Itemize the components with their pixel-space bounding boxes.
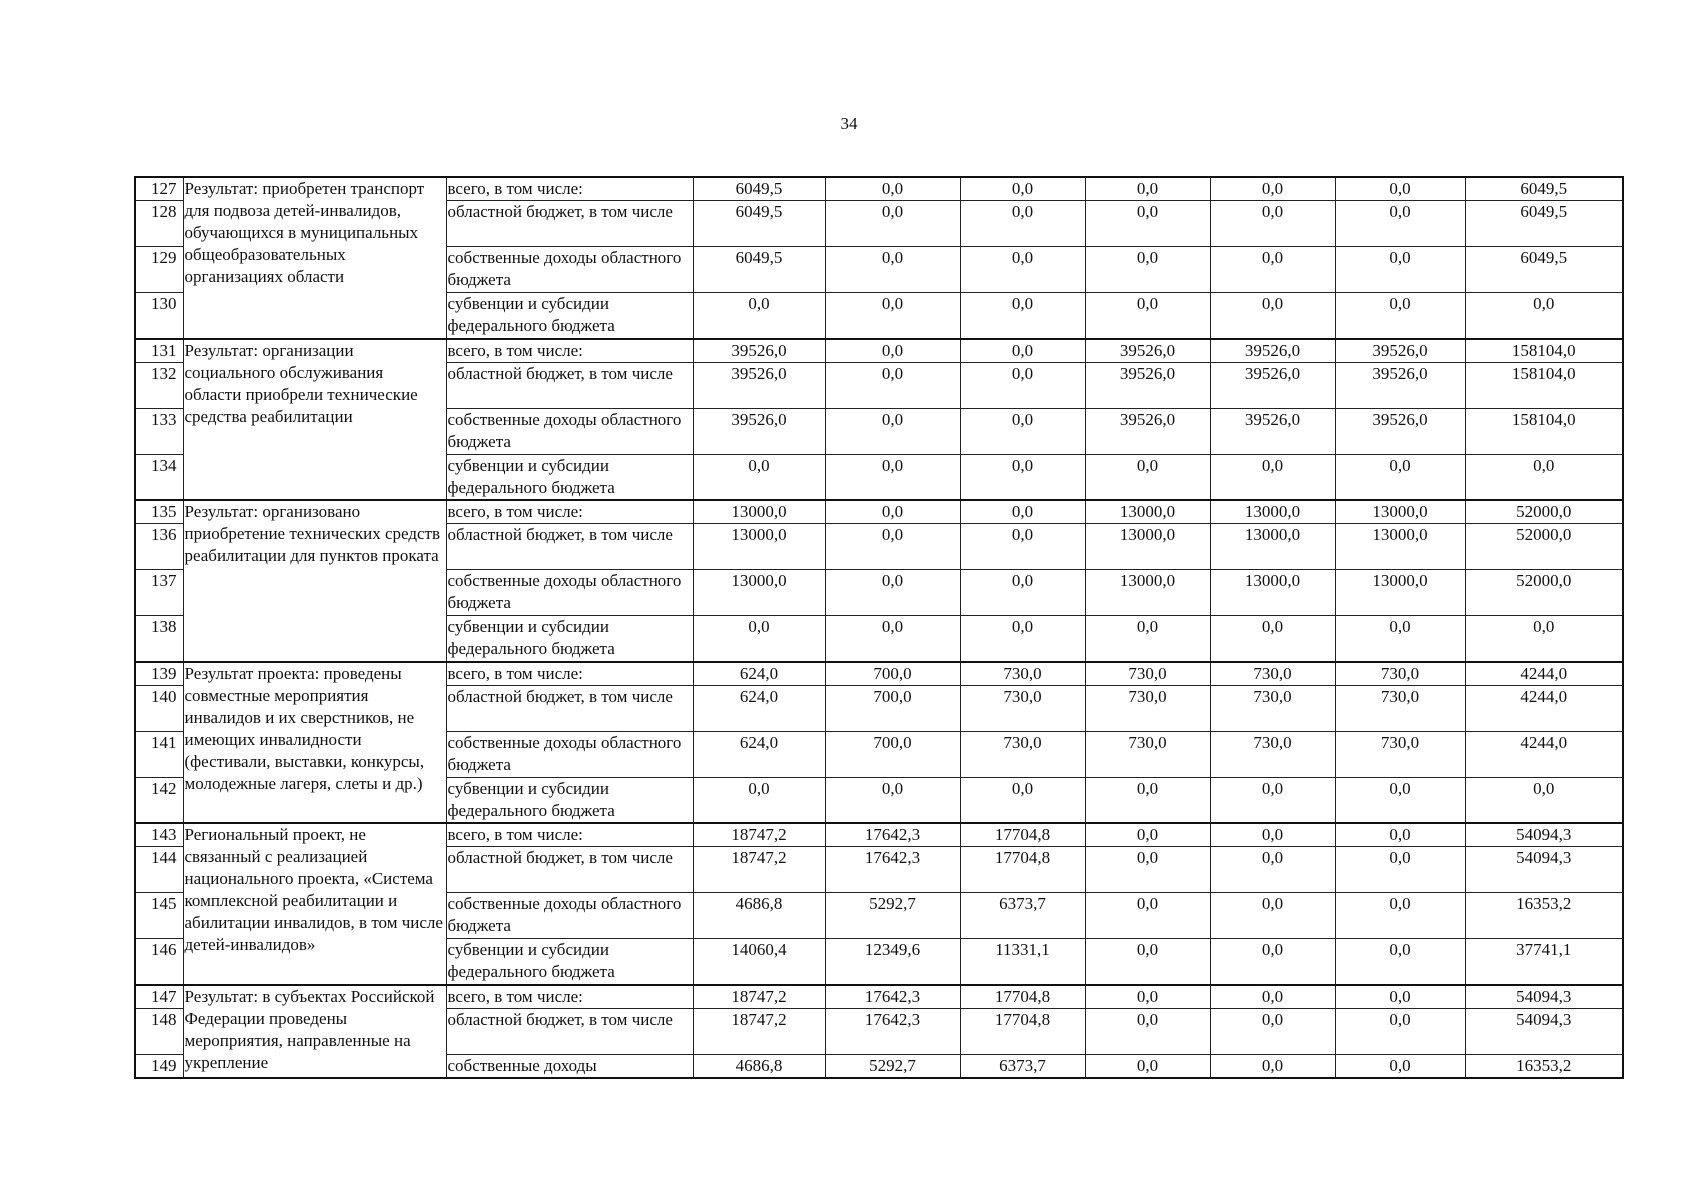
year-value: 12349,6: [825, 939, 960, 985]
year-value: 0,0: [825, 500, 960, 524]
table-row: [135, 985, 1623, 1009]
year-value: 18747,2: [693, 1008, 825, 1054]
year-value: 730,0: [960, 731, 1085, 777]
row-number: 129: [135, 247, 183, 293]
funding-source: всего, в том числе:: [446, 985, 693, 1009]
year-value: 5292,7: [825, 893, 960, 939]
year-value: 0,0: [1210, 1008, 1335, 1054]
year-value: 0,0: [1210, 847, 1335, 893]
budget-table: [134, 176, 1624, 1079]
year-value: 0,0: [825, 408, 960, 454]
row-number: 149: [135, 1054, 183, 1078]
year-value: 39526,0: [1210, 339, 1335, 363]
year-value: 0,0: [693, 616, 825, 662]
result-description: Результат: в субъектах Российской Федерации проведены мероприятия, направленные на укрепление: [183, 985, 446, 1078]
year-value: 0,0: [960, 616, 1085, 662]
table-row: [135, 823, 1623, 847]
year-value: 0,0: [825, 524, 960, 570]
year-value: 0,0: [1085, 177, 1210, 201]
year-value: 6373,7: [960, 1054, 1085, 1078]
year-value: 0,0: [1085, 777, 1210, 823]
year-value: 0,0: [1210, 247, 1335, 293]
year-value: 0,0: [960, 293, 1085, 339]
year-value: 700,0: [825, 731, 960, 777]
year-value: 0,0: [1085, 201, 1210, 247]
year-value: 0,0: [1085, 454, 1210, 500]
total-value: 6049,5: [1465, 247, 1623, 293]
funding-source: всего, в том числе:: [446, 662, 693, 686]
year-value: 18747,2: [693, 847, 825, 893]
year-value: 0,0: [1210, 893, 1335, 939]
year-value: 0,0: [693, 454, 825, 500]
year-value: 0,0: [1085, 247, 1210, 293]
year-value: 0,0: [1210, 985, 1335, 1009]
year-value: 0,0: [1335, 893, 1465, 939]
total-value: 158104,0: [1465, 339, 1623, 363]
year-value: 730,0: [1085, 731, 1210, 777]
year-value: 11331,1: [960, 939, 1085, 985]
year-value: 730,0: [960, 662, 1085, 686]
row-number: 130: [135, 293, 183, 339]
year-value: 39526,0: [1085, 408, 1210, 454]
year-value: 0,0: [693, 293, 825, 339]
year-value: 0,0: [693, 777, 825, 823]
year-value: 0,0: [1085, 1054, 1210, 1078]
year-value: 17642,3: [825, 985, 960, 1009]
year-value: 0,0: [1085, 293, 1210, 339]
year-value: 0,0: [1210, 616, 1335, 662]
funding-source: областной бюджет, в том числе: [446, 524, 693, 570]
year-value: 730,0: [1335, 685, 1465, 731]
year-value: 14060,4: [693, 939, 825, 985]
year-value: 6049,5: [693, 201, 825, 247]
year-value: 17704,8: [960, 847, 1085, 893]
year-value: 13000,0: [1335, 500, 1465, 524]
year-value: 700,0: [825, 662, 960, 686]
year-value: 0,0: [960, 247, 1085, 293]
year-value: 0,0: [960, 777, 1085, 823]
total-value: 52000,0: [1465, 500, 1623, 524]
year-value: 730,0: [1210, 731, 1335, 777]
table-row: [135, 500, 1623, 524]
year-value: 39526,0: [693, 408, 825, 454]
year-value: 730,0: [1210, 685, 1335, 731]
funding-source: всего, в том числе:: [446, 823, 693, 847]
funding-source: всего, в том числе:: [446, 339, 693, 363]
year-value: 0,0: [1085, 616, 1210, 662]
total-value: 54094,3: [1465, 1008, 1623, 1054]
year-value: 0,0: [825, 339, 960, 363]
year-value: 0,0: [1335, 177, 1465, 201]
year-value: 0,0: [1335, 985, 1465, 1009]
year-value: 39526,0: [1085, 362, 1210, 408]
year-value: 0,0: [825, 247, 960, 293]
row-number: 134: [135, 454, 183, 500]
year-value: 0,0: [1085, 823, 1210, 847]
total-value: 6049,5: [1465, 177, 1623, 201]
year-value: 730,0: [1085, 685, 1210, 731]
year-value: 0,0: [1210, 177, 1335, 201]
year-value: 0,0: [1210, 201, 1335, 247]
row-number: 148: [135, 1008, 183, 1054]
total-value: 54094,3: [1465, 847, 1623, 893]
funding-source: собственные доходы областного бюджета: [446, 247, 693, 293]
total-value: 4244,0: [1465, 731, 1623, 777]
year-value: 17704,8: [960, 823, 1085, 847]
year-value: 6049,5: [693, 247, 825, 293]
year-value: 0,0: [1335, 847, 1465, 893]
year-value: 0,0: [1335, 823, 1465, 847]
page-number: 34: [840, 114, 858, 133]
year-value: 0,0: [1085, 1008, 1210, 1054]
year-value: 0,0: [1335, 201, 1465, 247]
year-value: 4686,8: [693, 893, 825, 939]
year-value: 0,0: [960, 339, 1085, 363]
year-value: 17704,8: [960, 985, 1085, 1009]
year-value: 624,0: [693, 731, 825, 777]
funding-source: областной бюджет, в том числе: [446, 1008, 693, 1054]
funding-source: собственные доходы: [446, 1054, 693, 1078]
year-value: 13000,0: [1335, 524, 1465, 570]
year-value: 18747,2: [693, 985, 825, 1009]
total-value: 37741,1: [1465, 939, 1623, 985]
year-value: 0,0: [1335, 1008, 1465, 1054]
row-number: 127: [135, 177, 183, 201]
year-value: 39526,0: [693, 339, 825, 363]
year-value: 13000,0: [1210, 570, 1335, 616]
funding-source: субвенции и субсидии федерального бюджета: [446, 939, 693, 985]
year-value: 18747,2: [693, 823, 825, 847]
total-value: 52000,0: [1465, 524, 1623, 570]
year-value: 0,0: [1335, 1054, 1465, 1078]
row-number: 135: [135, 500, 183, 524]
total-value: 16353,2: [1465, 1054, 1623, 1078]
total-value: 16353,2: [1465, 893, 1623, 939]
year-value: 0,0: [1085, 847, 1210, 893]
funding-source: собственные доходы областного бюджета: [446, 408, 693, 454]
year-value: 0,0: [960, 500, 1085, 524]
total-value: 54094,3: [1465, 823, 1623, 847]
year-value: 624,0: [693, 662, 825, 686]
year-value: 0,0: [1210, 1054, 1335, 1078]
year-value: 5292,7: [825, 1054, 960, 1078]
year-value: 730,0: [1085, 662, 1210, 686]
year-value: 0,0: [825, 177, 960, 201]
year-value: 13000,0: [1085, 524, 1210, 570]
year-value: 0,0: [1335, 454, 1465, 500]
row-number: 132: [135, 362, 183, 408]
total-value: 6049,5: [1465, 201, 1623, 247]
year-value: 624,0: [693, 685, 825, 731]
funding-source: областной бюджет, в том числе: [446, 847, 693, 893]
result-description: Результат проекта: проведены совместные мероприятия инвалидов и их сверстников, не имеющих инвалидности (фестивали, выставки, конкурсы, молодежные лагеря, слеты и др.): [183, 662, 446, 824]
year-value: 0,0: [825, 454, 960, 500]
row-number: 141: [135, 731, 183, 777]
year-value: 730,0: [1210, 662, 1335, 686]
row-number: 145: [135, 893, 183, 939]
total-value: 158104,0: [1465, 362, 1623, 408]
year-value: 0,0: [1085, 893, 1210, 939]
year-value: 730,0: [960, 685, 1085, 731]
total-value: 4244,0: [1465, 662, 1623, 686]
funding-source: всего, в том числе:: [446, 177, 693, 201]
year-value: 39526,0: [1335, 362, 1465, 408]
funding-source: собственные доходы областного бюджета: [446, 570, 693, 616]
funding-source: областной бюджет, в том числе: [446, 201, 693, 247]
year-value: 700,0: [825, 685, 960, 731]
total-value: 0,0: [1465, 454, 1623, 500]
year-value: 13000,0: [693, 570, 825, 616]
total-value: 4244,0: [1465, 685, 1623, 731]
year-value: 0,0: [960, 524, 1085, 570]
row-number: 131: [135, 339, 183, 363]
year-value: 730,0: [1335, 662, 1465, 686]
year-value: 0,0: [1085, 985, 1210, 1009]
total-value: 0,0: [1465, 293, 1623, 339]
table-body: [135, 177, 1623, 1078]
year-value: 0,0: [960, 408, 1085, 454]
year-value: 39526,0: [1335, 339, 1465, 363]
year-value: 0,0: [1210, 823, 1335, 847]
year-value: 39526,0: [1085, 339, 1210, 363]
row-number: 138: [135, 616, 183, 662]
result-description: Результат: организовано приобретение технических средств реабилитации для пунктов проката: [183, 500, 446, 662]
year-value: 13000,0: [1085, 570, 1210, 616]
funding-source: всего, в том числе:: [446, 500, 693, 524]
year-value: 0,0: [960, 362, 1085, 408]
year-value: 0,0: [825, 616, 960, 662]
row-number: 140: [135, 685, 183, 731]
row-number: 142: [135, 777, 183, 823]
funding-source: субвенции и субсидии федерального бюджета: [446, 616, 693, 662]
year-value: 730,0: [1335, 731, 1465, 777]
year-value: 17642,3: [825, 847, 960, 893]
year-value: 17704,8: [960, 1008, 1085, 1054]
year-value: 0,0: [1210, 454, 1335, 500]
year-value: 0,0: [960, 570, 1085, 616]
total-value: 54094,3: [1465, 985, 1623, 1009]
year-value: 39526,0: [693, 362, 825, 408]
year-value: 4686,8: [693, 1054, 825, 1078]
year-value: 13000,0: [1085, 500, 1210, 524]
table-row: [135, 662, 1623, 686]
row-number: 139: [135, 662, 183, 686]
year-value: 0,0: [825, 777, 960, 823]
year-value: 0,0: [1335, 777, 1465, 823]
year-value: 6373,7: [960, 893, 1085, 939]
row-number: 143: [135, 823, 183, 847]
year-value: 0,0: [1210, 939, 1335, 985]
result-description: Результат: приобретен транспорт для подвоза детей-инвалидов, обучающихся в муниципальных общеобразовательных организациях области: [183, 177, 446, 339]
row-number: 133: [135, 408, 183, 454]
row-number: 146: [135, 939, 183, 985]
result-description: Региональный проект, не связанный с реализацией национального проекта, «Система комплексной реабилитации и абилитации инвалидов, в том числе детей-инвалидов»: [183, 823, 446, 985]
year-value: 0,0: [1335, 939, 1465, 985]
total-value: 0,0: [1465, 616, 1623, 662]
year-value: 39526,0: [1210, 362, 1335, 408]
row-number: 136: [135, 524, 183, 570]
row-number: 147: [135, 985, 183, 1009]
year-value: 0,0: [960, 177, 1085, 201]
year-value: 13000,0: [1335, 570, 1465, 616]
funding-source: субвенции и субсидии федерального бюджета: [446, 293, 693, 339]
row-number: 137: [135, 570, 183, 616]
year-value: 13000,0: [693, 524, 825, 570]
row-number: 128: [135, 201, 183, 247]
total-value: 52000,0: [1465, 570, 1623, 616]
funding-source: областной бюджет, в том числе: [446, 362, 693, 408]
year-value: 0,0: [1210, 293, 1335, 339]
total-value: 0,0: [1465, 777, 1623, 823]
year-value: 13000,0: [1210, 500, 1335, 524]
year-value: 13000,0: [1210, 524, 1335, 570]
year-value: 0,0: [1085, 939, 1210, 985]
table-row: [135, 339, 1623, 363]
funding-source: областной бюджет, в том числе: [446, 685, 693, 731]
year-value: 17642,3: [825, 823, 960, 847]
year-value: 0,0: [960, 454, 1085, 500]
funding-source: собственные доходы областного бюджета: [446, 893, 693, 939]
table-row: [135, 177, 1623, 201]
year-value: 0,0: [1335, 616, 1465, 662]
year-value: 0,0: [1210, 777, 1335, 823]
year-value: 39526,0: [1335, 408, 1465, 454]
year-value: 6049,5: [693, 177, 825, 201]
year-value: 0,0: [960, 201, 1085, 247]
year-value: 0,0: [825, 201, 960, 247]
funding-source: собственные доходы областного бюджета: [446, 731, 693, 777]
funding-source: субвенции и субсидии федерального бюджета: [446, 454, 693, 500]
year-value: 17642,3: [825, 1008, 960, 1054]
row-number: 144: [135, 847, 183, 893]
total-value: 158104,0: [1465, 408, 1623, 454]
result-description: Результат: организации социального обслуживания области приобрели технические средства реабилитации: [183, 339, 446, 501]
year-value: 0,0: [825, 293, 960, 339]
year-value: 0,0: [825, 362, 960, 408]
funding-source: субвенции и субсидии федерального бюджета: [446, 777, 693, 823]
year-value: 0,0: [1335, 247, 1465, 293]
year-value: 0,0: [1335, 293, 1465, 339]
year-value: 0,0: [825, 570, 960, 616]
year-value: 39526,0: [1210, 408, 1335, 454]
year-value: 13000,0: [693, 500, 825, 524]
